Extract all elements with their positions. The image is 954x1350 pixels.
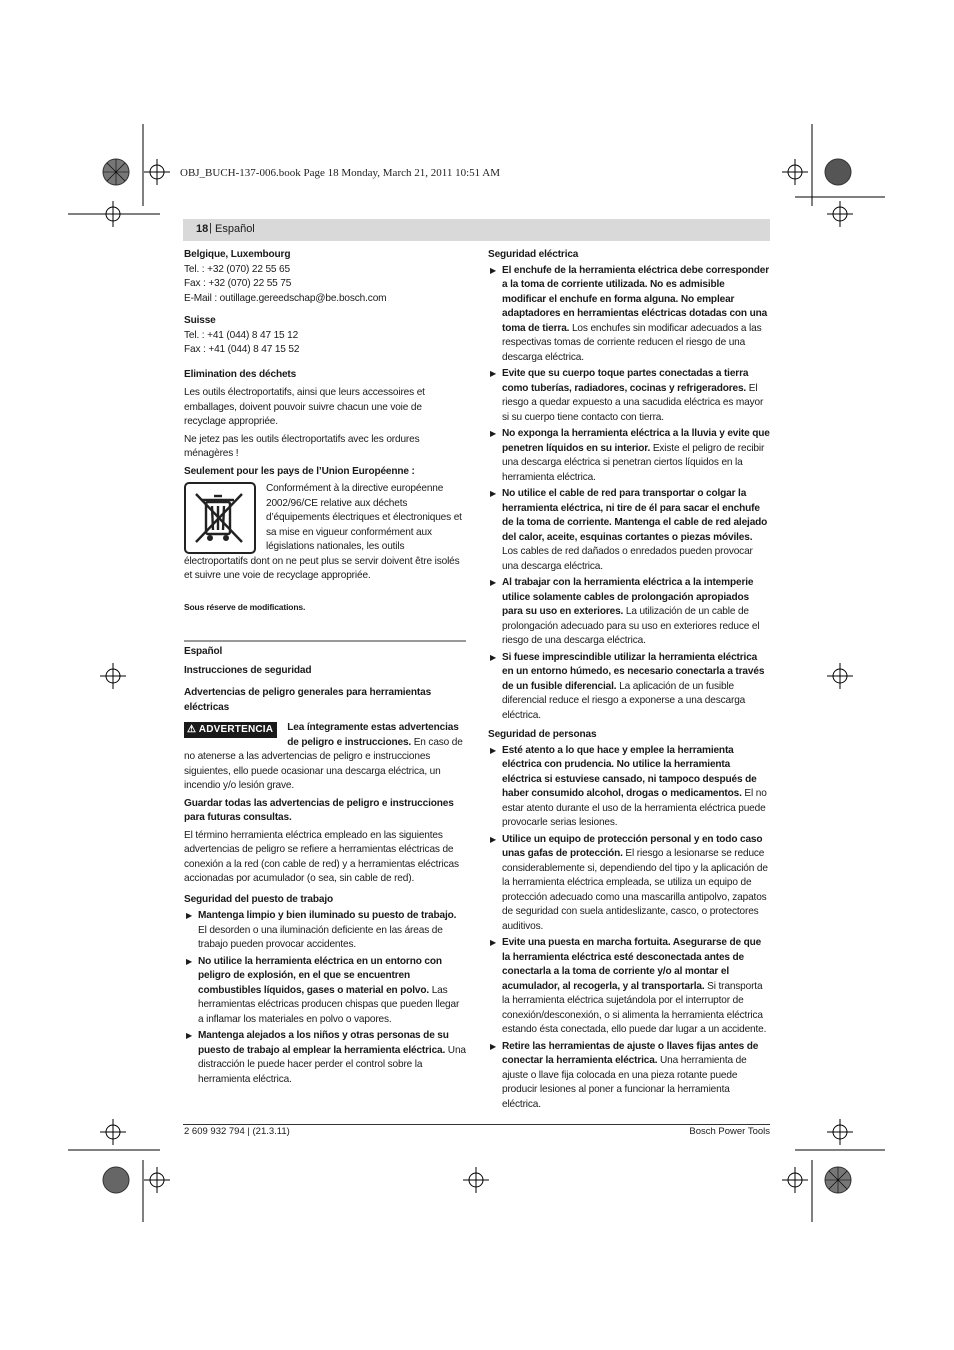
header-language: Español <box>215 223 255 235</box>
list-item: ▶ Retire las herramientas de ajuste o llaves fijas antes de conectar la herramienta eléctrica. Una herramienta de ajuste o llave fija colocada en una pieza rotante puede producir lesiones al poner a funcionar la herramienta eléctrica. <box>490 1040 759 1110</box>
footer-brand: Bosch Power Tools <box>689 1126 770 1137</box>
termino-paragraph: El término herramienta eléctrica empleado en las siguientes advertencias de peligro se refiere a herramientas eléctricas de conexión a la red (con cable de red) y a herramientas eléctricas accionadas por acumulador (o sea, sin cable de red). <box>184 829 459 884</box>
bullet-arrow-icon: ▶ <box>490 834 497 844</box>
elim-title: Elimination des déchets <box>184 368 297 380</box>
belgique-fax: Fax : +32 (070) 22 55 75 <box>184 278 292 289</box>
warning-paragraph <box>184 721 466 794</box>
footer-doc-number: 2 609 932 794 | (21.3.11) <box>184 1126 290 1137</box>
eu-block <box>184 482 466 584</box>
eu-title: Seulement pour les pays de l’Union Européenne : <box>184 465 415 477</box>
bullet-arrow-icon: ▶ <box>186 1031 193 1040</box>
reserve-note: Sous réserve de modifications. <box>184 601 306 612</box>
list-item: ▶ Mantenga alejados a los niños y otras personas de su puesto de trabajo al emplear la herramienta eléctrica. Una distracción le puede hacer perder el control sobre la herramienta eléctrica. <box>186 1030 466 1085</box>
header-separator: | <box>209 222 212 234</box>
right-column <box>488 248 770 1112</box>
belgique-title: Belgique, Luxembourg <box>184 249 291 260</box>
file-slug: OBJ_BUCH-137-006.book Page 18 Monday, March 21, 2011 10:51 AM <box>180 167 501 179</box>
bullet-arrow-icon: ▶ <box>490 369 497 378</box>
bullet-arrow-icon: ▶ <box>186 956 193 966</box>
elim-paragraph-1: Les outils électroportatifs, ainsi que leurs accessoires et emballages, doivent pouvoir suivre chacun une voie de recyclage appropriée. <box>184 387 425 427</box>
list-item: ▶ Al trabajar con la herramienta eléctrica a la intemperie utilice solamente cables de prolongación apropiados para su uso en exteriores. La utilización de un cable de prolongación adecuado para su uso en exteriores reduce el riesgo de una descarga eléctrica. <box>490 577 760 646</box>
list-item: ▶ El enchufe de la herramienta eléctrica debe corresponder a la toma de corriente utilizada. No es admisible modificar el enchufe en forma alguna. No emplear adaptadores en herramientas eléctricas dotadas con una toma de tierra. Los enchufes sin modificar adecuados a las respectivas tomas de corriente reducen el riesgo de una descarga eléctrica. <box>490 264 770 363</box>
suisse-fax: Fax : +41 (044) 8 47 15 52 <box>184 344 300 355</box>
bullet-arrow-icon: ▶ <box>490 489 497 498</box>
footer-rule <box>183 1124 770 1125</box>
list-item: ▶ Mantenga limpio y bien iluminado su puesto de trabajo. El desorden o una iluminación deficiente en las áreas de trabajo pueden provocar accidentes. <box>186 910 457 950</box>
advertencias-heading: Advertencias de peligro generales para herramientas eléctricas <box>184 687 432 713</box>
bullet-arrow-icon: ▶ <box>186 911 193 920</box>
list-item: ▶ Evite que su cuerpo toque partes conectadas a tierra como tuberías, radiadores, cocinas y refrigeradores. El riesgo a quedar expuesto a una sacudida eléctrica es mayor si su cuerpo tiene contacto con tierra. <box>490 368 764 423</box>
suisse-title: Suisse <box>184 315 216 326</box>
list-item: ▶ No utilice el cable de red para transportar o colgar la herramienta eléctrica, ni tire de él para sacar el enchufe de la toma de corriente. Mantenga el cable de red alejado del calor, aceite, esquinas cortantes o piezas móviles. Los cables de red dañados o enredados pueden provocar una descarga eléctrica. <box>490 488 768 572</box>
bullet-arrow-icon: ▶ <box>490 578 497 587</box>
bullet-arrow-icon: ▶ <box>490 265 497 275</box>
belgique-email: E-Mail : outillage.gereedschap@be.bosch.com <box>184 292 387 304</box>
belgique-tel: Tel. : +32 (070) 22 55 65 <box>184 263 290 275</box>
page-header-bar <box>183 219 770 241</box>
electrica-title: Seguridad eléctrica <box>488 249 579 260</box>
list-item: ▶ Si fuese imprescindible utilizar la herramienta eléctrica en un entorno húmedo, es necesario conectarla a través de un fusible diferencial. La aplicación de un fusible diferencial reduce el riesgo a exponerse a una descarga eléctrica. <box>490 651 765 721</box>
list-item: ▶ No utilice la herramienta eléctrica en un entorno con peligro de explosión, en el que se encuentren combustibles líquidos, gases o material en polvo. Las herramientas eléctricas producen chispas que pueden llegar a inflamar los materiales en polvo o vapores. <box>186 955 460 1025</box>
bullet-arrow-icon: ▶ <box>490 652 497 662</box>
warning-bold: Lea íntegramente estas advertencias de peligro e instrucciones. <box>287 722 459 748</box>
bullet-arrow-icon: ▶ <box>490 745 497 755</box>
page-number: 18 <box>196 223 209 235</box>
list-item: ▶ No exponga la herramienta eléctrica a la lluvia y evite que penetren líquidos en su interior. Existe el peligro de recibir una descarga eléctrica si penetran ciertos líquidos en la herramienta eléctrica. <box>490 428 770 483</box>
warning-badge: ⚠ ADVERTENCIA <box>184 722 277 738</box>
guardar-note: Guardar todas las advertencias de peligro e instrucciones para futuras consultas. <box>184 797 454 823</box>
elim-paragraph-2: Ne jetez pas les outils électroportatifs avec les ordures ménagères ! <box>184 433 420 459</box>
puesto-title: Seguridad del puesto de trabajo <box>184 893 334 905</box>
eu-text: Conformément à la directive européenne 2002/96/CE relative aux déchets d’équipements électriques et électroniques et sa mise en vigueur conformément aux législations nationales, les outils électroportatifs dont on ne peut plus se servir doivent être isolés et suivre une voie de recyclage appropriée. <box>184 483 462 581</box>
list-item: ▶ Esté atento a lo que hace y emplee la herramienta eléctrica con prudencia. No utilice la herramienta eléctrica si estuviese cansado, ni tampoco después de haber consumido alcohol, drogas o medicamentos. El no estar atento durante el uso de la herramienta eléctrica puede provocarle serias lesiones. <box>490 744 767 828</box>
crossed-bin-icon <box>184 482 256 554</box>
warning-text: En caso de no atenerse a las advertencias de peligro e instrucciones siguientes, ello puede ocasionar una descarga eléctrica, un incendio y/o lesión grave. <box>184 736 463 791</box>
personas-title: Seguridad de personas <box>488 729 597 740</box>
suisse-tel: Tel. : +41 (044) 8 47 15 12 <box>184 329 299 341</box>
bullet-arrow-icon: ▶ <box>490 938 497 947</box>
warning-triangle-icon: ⚠ <box>187 724 197 735</box>
left-column <box>184 248 466 1087</box>
section-title-espanol: Español <box>184 646 223 657</box>
list-item: ▶ Evite una puesta en marcha fortuita. Asegurarse de que la herramienta eléctrica esté desconectada antes de conectarla a la toma de corriente y/o al montar el acumulador, al recogerla, y al transportarla. Si transporta la herramienta eléctrica sujetándola por el interruptor de conexión/desconexión, o si alimenta la herramienta eléctrica estando ésta conectada, ello puede dar lugar a un accidente. <box>490 937 767 1035</box>
list-item: ▶ Utilice un equipo de protección personal y en todo caso unas gafas de protección. El riesgo a lesionarse se reduce considerablemente si, dependiendo del tipo y la aplicación de la herramienta eléctrica empleada, se utiliza un equipo de protección adecuado como una mascarilla antipolvo, zapatos de seguridad con suela antideslizante, casco, o protectores auditivos. <box>490 833 768 932</box>
bullet-arrow-icon: ▶ <box>490 1041 497 1051</box>
instructions-title: Instrucciones de seguridad <box>184 664 312 676</box>
bullet-arrow-icon: ▶ <box>490 429 497 438</box>
